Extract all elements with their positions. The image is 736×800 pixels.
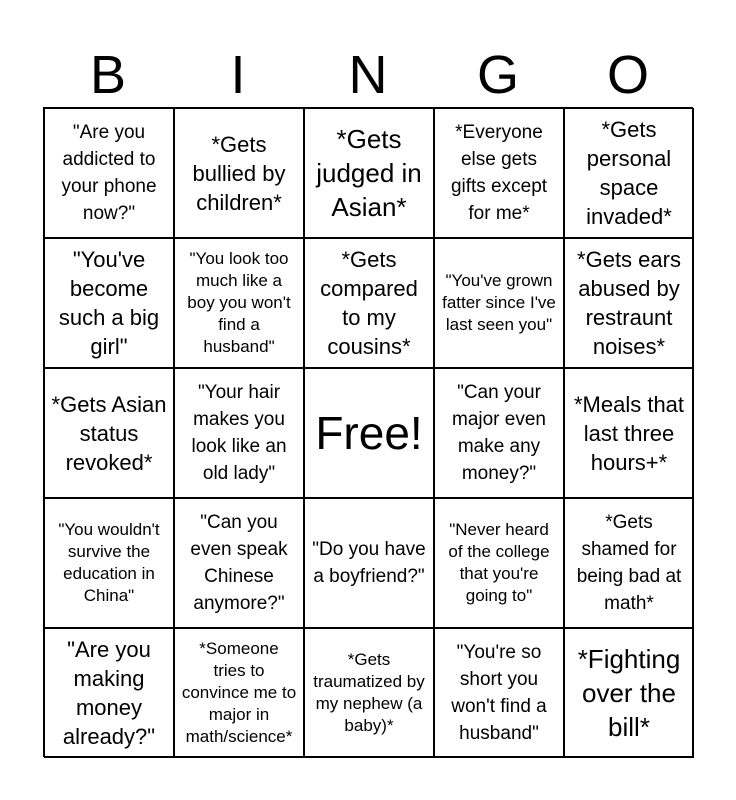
bingo-cell-r4c4[interactable]: [434, 498, 564, 628]
bingo-cell-r5c1[interactable]: [44, 628, 174, 758]
cell-text: *Gets ears abused by restraunt noises*: [577, 247, 681, 359]
cell-text: *Gets Asian status revoked*: [51, 391, 167, 475]
bingo-cell-r3c2[interactable]: [174, 368, 304, 498]
cell-text: "You've grown fatter since I've last seen you": [442, 271, 556, 334]
cell-text: "Can your major even make any money?": [452, 382, 546, 484]
bingo-cell-free[interactable]: [304, 368, 434, 498]
cell-text: "You look too much like a boy you won't find a husband": [187, 249, 291, 356]
bingo-cell-r5c3[interactable]: [304, 628, 434, 758]
bingo-board: [43, 107, 693, 757]
cell-text: "You wouldn't survive the education in China": [58, 520, 160, 605]
bingo-cell-r2c2[interactable]: [174, 238, 304, 368]
bingo-cell-r2c1[interactable]: [44, 238, 174, 368]
cell-text: "You've become such a big girl": [58, 247, 160, 359]
cell-text: *Gets shamed for being bad at math*: [576, 512, 682, 614]
bingo-cell-r2c3[interactable]: [304, 238, 434, 368]
bingo-cell-r4c2[interactable]: [174, 498, 304, 628]
cell-text: "Can you even speak Chinese anymore?": [190, 512, 288, 614]
bingo-cell-r1c3[interactable]: [304, 108, 434, 238]
bingo-header: [43, 42, 693, 108]
cell-text: *Gets judged in Asian*: [316, 124, 422, 222]
cell-text: "Are you making money already?": [62, 637, 156, 749]
cell-text: Free!: [315, 407, 423, 459]
cell-text: "Are you addicted to your phone now?": [61, 122, 157, 224]
bingo-cell-r5c5[interactable]: [564, 628, 694, 758]
header-letter-b: B: [89, 45, 127, 105]
header-letter-g: G: [476, 45, 519, 105]
cell-text: *Meals that last three hours+*: [573, 391, 685, 475]
cell-text: *Gets personal space invaded*: [586, 117, 672, 229]
bingo-cell-r4c5[interactable]: [564, 498, 694, 628]
bingo-cell-r1c1[interactable]: [44, 108, 174, 238]
cell-text: *Gets compared to my cousins*: [320, 247, 418, 359]
bingo-cell-r1c4[interactable]: [434, 108, 564, 238]
cell-text: *Someone tries to convince me to major in math/science*: [181, 639, 297, 746]
cell-text: *Gets bullied by children*: [192, 131, 286, 215]
bingo-cell-r3c4[interactable]: [434, 368, 564, 498]
header-letter-i: I: [230, 45, 246, 105]
bingo-cell-r1c5[interactable]: [564, 108, 694, 238]
cell-text: "Do you have a boyfriend?": [312, 539, 426, 587]
bingo-cell-r2c4[interactable]: [434, 238, 564, 368]
bingo-cell-r5c2[interactable]: [174, 628, 304, 758]
bingo-cell-r1c2[interactable]: [174, 108, 304, 238]
bingo-cell-r3c5[interactable]: [564, 368, 694, 498]
cell-text: *Fighting over the bill*: [577, 644, 681, 742]
header-letter-n: N: [348, 45, 388, 105]
cell-text: *Gets traumatized by my nephew (a baby)*: [313, 650, 425, 735]
bingo-cell-r4c3[interactable]: [304, 498, 434, 628]
bingo-cell-r3c1[interactable]: [44, 368, 174, 498]
cell-text: "Never heard of the college that you're going to": [448, 520, 550, 605]
cell-text: "You're so short you won't find a husband": [451, 642, 547, 744]
bingo-cell-r2c5[interactable]: [564, 238, 694, 368]
cell-text: *Everyone else gets gifts except for me*: [450, 122, 548, 224]
bingo-cell-r5c4[interactable]: [434, 628, 564, 758]
cell-text: "Your hair makes you look like an old lady": [191, 382, 287, 484]
bingo-cell-r4c1[interactable]: [44, 498, 174, 628]
header-letter-o: O: [606, 45, 649, 105]
